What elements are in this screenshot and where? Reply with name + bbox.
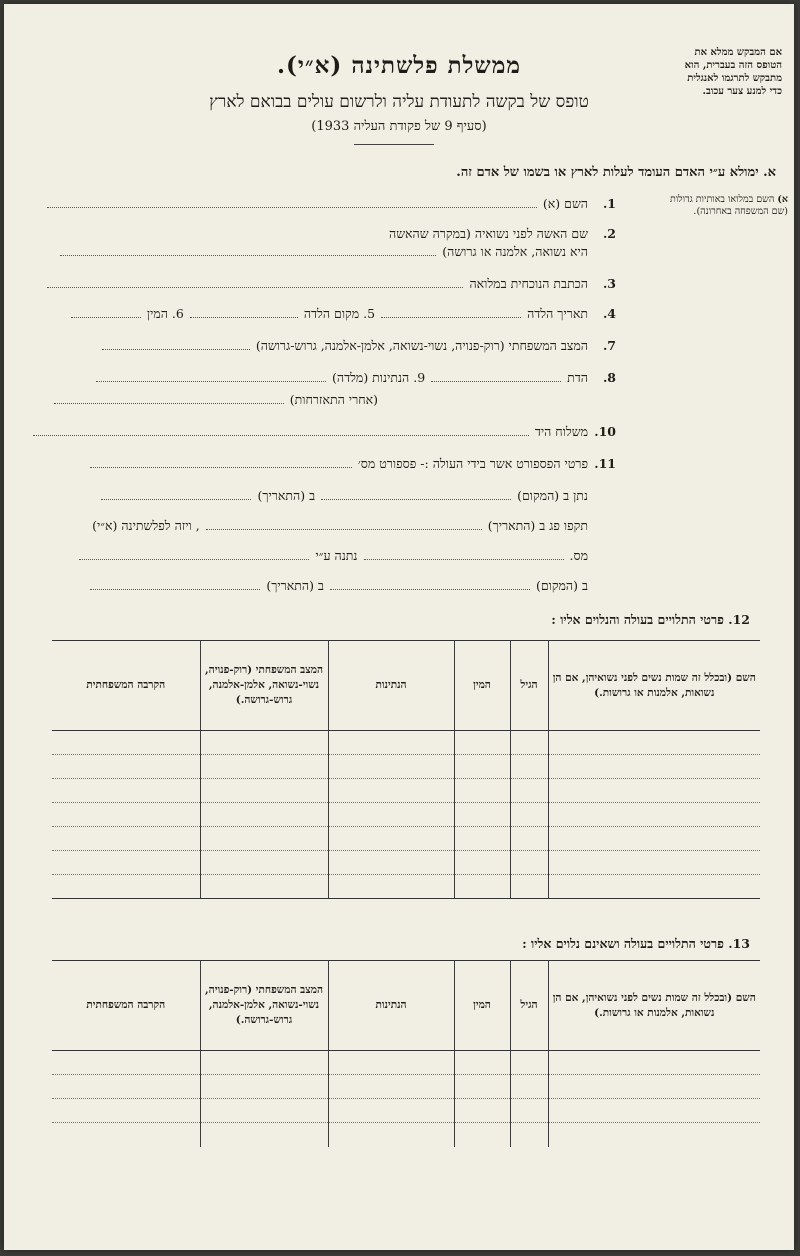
col-name: השם (ובכלל זה שמות נשים לפני נשואיהן, אם הן נשואות, אלמנות או גרושות.) xyxy=(548,641,760,731)
table-row xyxy=(52,1123,760,1147)
field-maiden-name: 2. שם האשה לפני נשואיה (במקרה שהאשה xyxy=(389,226,616,241)
page-title: ממשלת פלשתינה (א״י). xyxy=(277,52,521,79)
address-input[interactable] xyxy=(47,278,463,288)
sex-input[interactable] xyxy=(71,308,141,318)
col-nationality: הנתינות xyxy=(328,961,454,1051)
accompanying-dependents-table xyxy=(52,640,760,899)
visa-issuer-input[interactable] xyxy=(79,550,309,560)
col-marital-status: המצב המשפחתי (רוק-פנויה, נשוי-נשואה, אלמן-אלמנה, גרוש-גרושה.) xyxy=(200,961,328,1051)
field-marital-status: 7. המצב המשפחתי (רוק-פנויה, נשוי-נשואה, אלמן-אלמנה, גרוש-גרושה) xyxy=(102,338,616,354)
title-divider xyxy=(354,144,434,145)
maiden-name-input[interactable] xyxy=(60,246,436,256)
table-row xyxy=(52,875,760,899)
form-subnote: (סעיף 9 של פקודת העליה 1933) xyxy=(311,119,487,134)
field-passport: 11. פרטי הפספורט אשר בידי העולה :- פספורט מס׳ xyxy=(90,456,616,472)
visa-date-input[interactable] xyxy=(90,580,260,590)
table-row xyxy=(52,779,760,803)
form-subtitle: טופס של בקשה לתעודת עליה ולרשום עולים בבואם לארץ xyxy=(209,92,589,112)
table-row xyxy=(52,1099,760,1123)
table-row xyxy=(52,827,760,851)
col-marital-status: המצב המשפחתי (רוק-פנויה, נשוי-נשואה, אלמן-אלמנה, גרוש-גרושה.) xyxy=(200,641,328,731)
col-age: הגיל xyxy=(510,961,548,1051)
religion-input[interactable] xyxy=(431,372,561,382)
field-religion-nationality: 8. הדת 9. הנתינות (מלדה) xyxy=(96,370,616,386)
field-visa-place-date: ב (המקום) ב (התאריך) xyxy=(90,578,588,594)
col-sex: המין xyxy=(454,641,510,731)
birth-date-input[interactable] xyxy=(381,308,521,318)
visa-place-input[interactable] xyxy=(330,580,530,590)
field-maiden-name-line2: היא נשואה, אלמנה או גרושה) xyxy=(60,244,588,260)
field-nationality-naturalization: (אחרי התאזרחות) xyxy=(54,392,378,408)
side-note: א) השם במלואו באותיות גדולות (שם המשפחה באחרונה). xyxy=(669,194,788,217)
passport-expiry-input[interactable] xyxy=(206,520,482,530)
col-nationality: הנתינות xyxy=(328,641,454,731)
field-birth-row: 4. תאריך הלדה 5. מקום הלדה 6. המין xyxy=(71,306,616,322)
section-a-heading: א. ימולא ע״י האדם העומד לעלות לארץ או בשמו של אדם זה. xyxy=(456,165,776,180)
col-sex: המין xyxy=(454,961,510,1051)
birth-place-input[interactable] xyxy=(190,308,298,318)
visa-number-input[interactable] xyxy=(364,550,564,560)
col-name: השם (ובכלל זה שמות נשים לפני נשואיהן, אם הן נשואות, אלמנות או גרושות.) xyxy=(548,961,760,1051)
name-input[interactable] xyxy=(47,198,537,208)
occupation-input[interactable] xyxy=(33,426,529,436)
marital-status-input[interactable] xyxy=(102,340,250,350)
table-row xyxy=(52,731,760,755)
table-row xyxy=(52,803,760,827)
field-name: 1. השם (א) xyxy=(47,196,616,212)
corner-note: אם המבקש ממלא את הטופס הזה בעברית, הוא מתבקש לתרגמו לאנגלית כדי למנע צער עכוב. xyxy=(684,47,782,97)
section-12-title: 12. פרטי התלויים בעולה והנלוים אליו : xyxy=(551,612,750,627)
col-relationship: הקרבה המשפחתית xyxy=(52,961,200,1051)
passport-number-input[interactable] xyxy=(90,458,352,468)
col-age: הגיל xyxy=(510,641,548,731)
field-address: 3. הכתבת הנוכחית במלואה xyxy=(47,276,616,292)
table-row xyxy=(52,1075,760,1099)
passport-issue-place-input[interactable] xyxy=(321,490,511,500)
form-sheet xyxy=(4,4,794,1250)
field-passport-validity: תקפו פג ב (התאריך) , ויזה לפלשתינה (א״י) xyxy=(92,518,588,533)
nationality-birth-input[interactable] xyxy=(96,372,326,382)
nationality-naturalization-input[interactable] xyxy=(54,394,284,404)
col-relationship: הקרבה המשפחתית xyxy=(52,641,200,731)
passport-issue-date-input[interactable] xyxy=(101,490,251,500)
field-occupation: 10. משלוח היד xyxy=(33,424,616,440)
field-passport-issued: נתן ב (המקום) ב (התאריך) xyxy=(101,488,588,504)
non-accompanying-dependents-table xyxy=(52,960,760,1147)
table-row xyxy=(52,851,760,875)
field-visa: מס. נתנה ע״י xyxy=(79,548,588,564)
table-row xyxy=(52,755,760,779)
table-row xyxy=(52,1051,760,1075)
section-13-title: 13. פרטי התלויים בעולה ושאינם נלוים אליו : xyxy=(522,936,750,951)
